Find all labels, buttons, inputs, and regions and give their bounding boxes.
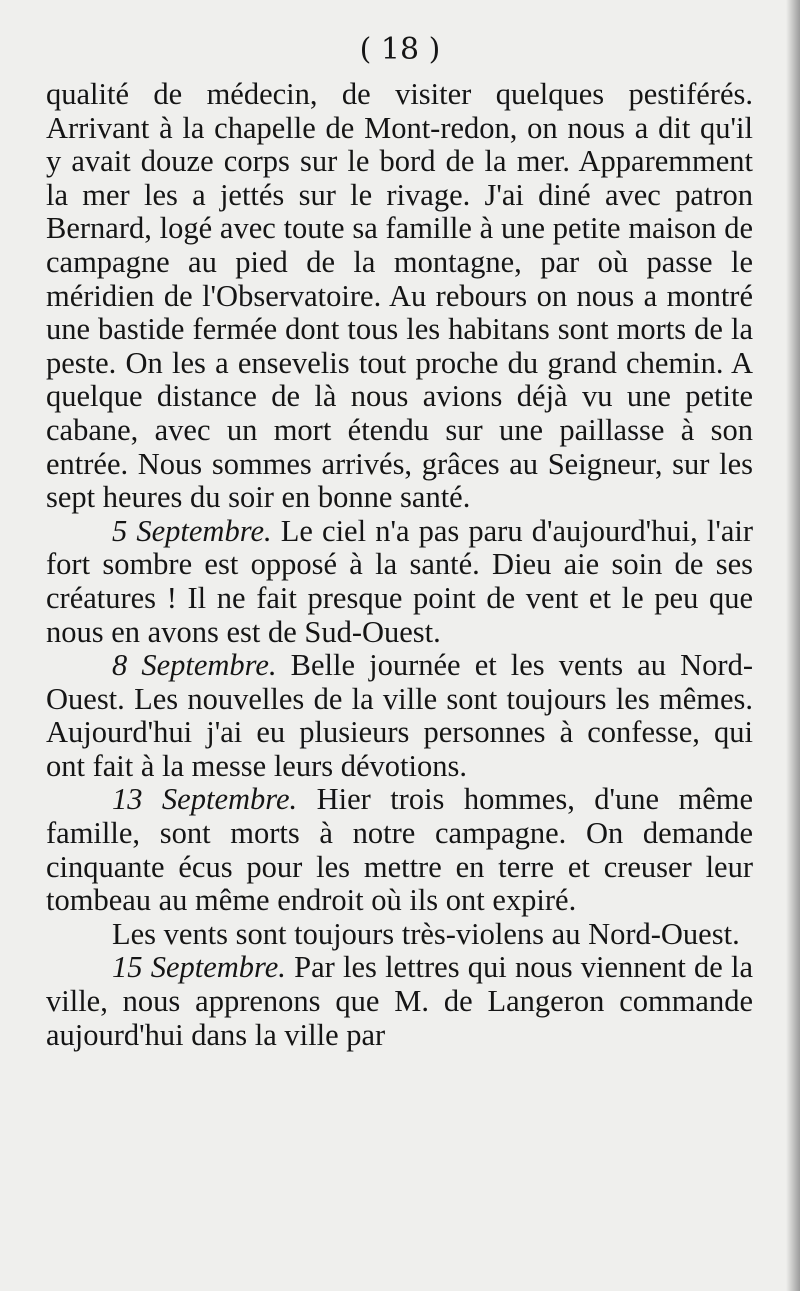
paragraph-text: qualité de médecin, de visiter quelques pestiférés. Arrivant à la chapelle de Mont-redon, on nous a dit qu'il y avait douze corps sur le bord de la mer. Apparemment la mer les a jettés sur le rivage. J'ai diné avec patron Bernard, logé avec toute sa famille à une petite maison de campagne au pied de la montagne, par où passe le méridien de l'Observatoire. Au rebours on nous a montré une bastide fermée dont tous les habitans sont morts de la peste. On les a ensevelis tout proche du grand chemin. A quelque distance de là nous avions déjà vu une petite cabane, avec un mort étendu sur une paillasse à son entrée. Nous sommes arrivés, grâces au Seigneur, sur les sept heures du soir en bonne santé. [46,77,753,515]
entry-date: 8 Septembre. [112,648,277,683]
entry-8-septembre [46,649,753,783]
entry-text: Par les lettres qui nous viennent de la ville, nous apprenons que M. de Langeron commande aujourd'hui dans la ville par [46,950,753,1052]
paragraph-text: Les vents sont toujours très-violens au Nord-Ouest. [112,916,740,951]
entry-15-septembre [46,951,753,1052]
entry-13-septembre [46,783,753,917]
entry-date: 13 Septembre. [112,782,298,817]
entry-text: Hier trois hommes, d'une même famille, sont morts à notre campagne. On demande cinquante écus pour les mettre en terre et creuser leur tombeau au même endroit où ils ont expiré. [46,782,753,918]
page-text [46,78,753,1052]
entry-text: Le ciel n'a pas paru d'aujourd'hui, l'air fort sombre est opposé à la santé. Dieu aie soin de ses créatures ! Il ne fait presque point de vent et le peu que nous en avons est de Sud-Ouest. [46,513,753,649]
paragraph-continuation [46,78,753,515]
paragraph-winds [46,918,753,952]
entry-date: 5 Septembre. [112,513,272,548]
entry-date: 15 Septembre. [112,950,286,985]
page-number: ( 18 ) [359,32,441,67]
entry-text: Belle journée et les vents au Nord-Ouest. Les nouvelles de la ville sont toujours les mêmes. Aujourd'hui j'ai eu plusieurs personnes à confesse, qui ont fait à la messe leurs dévotions. [46,648,753,783]
entry-5-septembre [46,515,753,649]
